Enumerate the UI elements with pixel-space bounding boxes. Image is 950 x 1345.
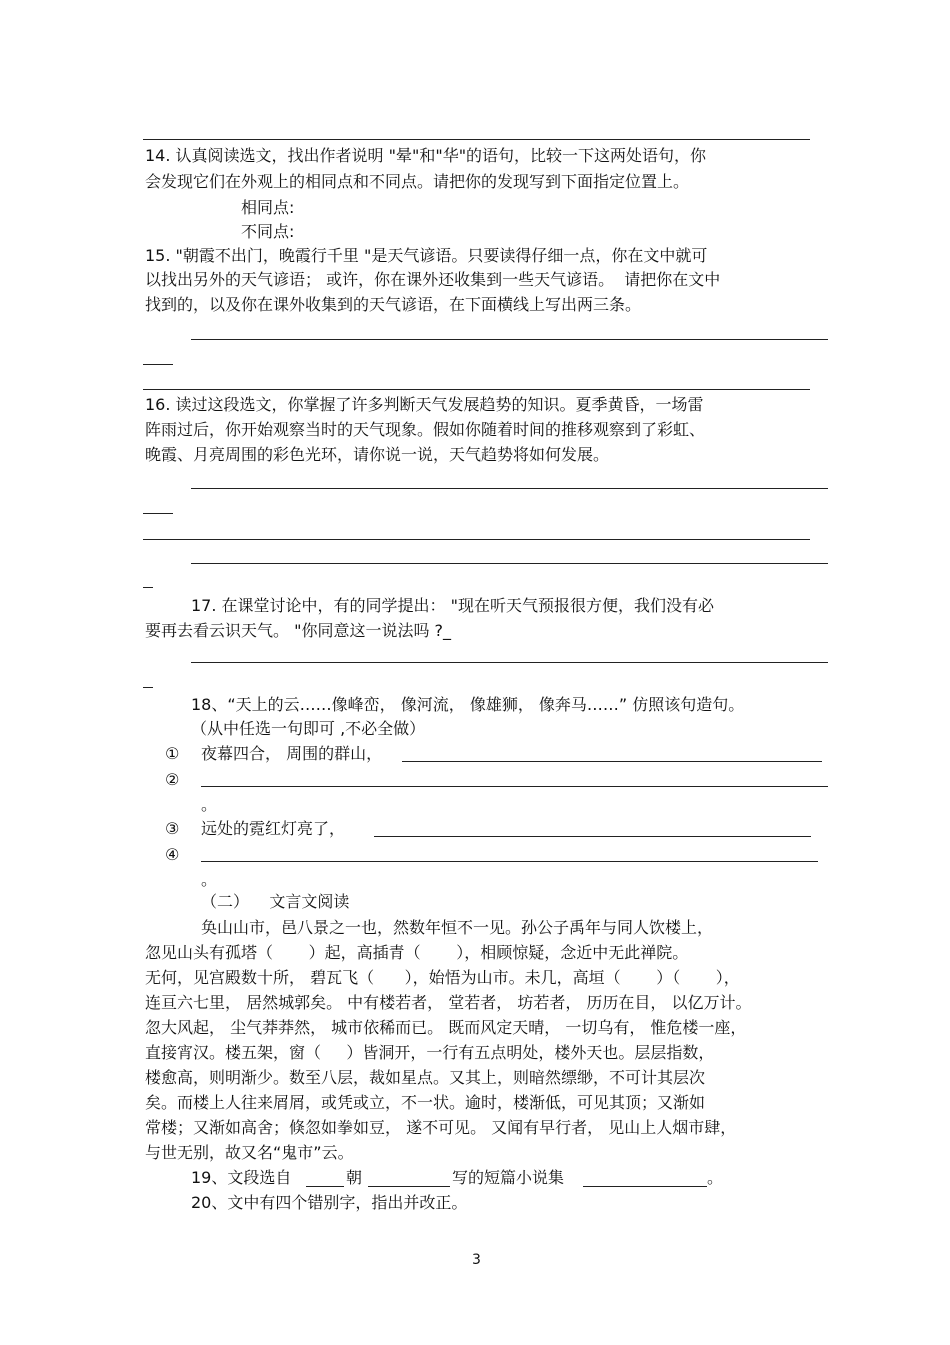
q19-part-c: 写的短篇小说集 bbox=[452, 1168, 565, 1187]
passage-line: 矣。而楼上人往来屑屑，或凭或立，不一状。逾时，楼渐低，可见其顶；又渐如 bbox=[145, 1093, 706, 1112]
q14-diff-label: 不同点: bbox=[241, 222, 295, 241]
answer-line bbox=[201, 786, 828, 787]
passage-line: 连亘六七里， 居然城郭矣。 中有楼若者， 堂若者， 坊若者， 历历在目， 以亿万计。 bbox=[145, 993, 752, 1012]
q15-line3: 找到的，以及你在课外收集到的天气谚语，在下面横线上写出两三条。 bbox=[145, 295, 642, 314]
q14-line1: 14. 认真阅读选文，找出作者说明 "晕"和"华"的语句，比较一下这两处语句，你 bbox=[145, 146, 707, 165]
q18-item-2-num: ② bbox=[165, 770, 180, 789]
q18-item-4-num: ④ bbox=[165, 845, 180, 864]
q16-line3: 晚霞、月亮周围的彩色光环，请你说一说，天气趋势将如何发展。 bbox=[145, 445, 610, 464]
passage-line: 常楼；又渐如高舍；倏忽如拳如豆， 遂不可见。 又闻有早行者， 见山上人烟市肆， bbox=[145, 1118, 737, 1137]
answer-line bbox=[143, 389, 810, 390]
q14-line2: 会发现它们在外观上的相同点和不同点。请把你的发现写到下面指定位置上。 bbox=[145, 172, 690, 191]
answer-line bbox=[191, 339, 828, 340]
passage-line: 楼愈高，则明渐少。数至八层，裁如星点。又其上，则暗然缥缈，不可计其层次 bbox=[145, 1068, 706, 1087]
answer-line bbox=[191, 563, 828, 564]
q18-item-3-num: ③ bbox=[165, 819, 180, 838]
page-number: 3 bbox=[472, 1252, 481, 1268]
q18-item-3-text: 远处的霓红灯亮了， bbox=[201, 819, 346, 838]
passage-line: 忽见山头有孤塔（ ）起，高插青（ ），相顾惊疑，念近中无此禅院。 bbox=[145, 943, 689, 962]
answer-line bbox=[143, 587, 153, 588]
section2-title: （二） 文言文阅读 bbox=[201, 892, 350, 911]
q20-text: 20、文中有四个错别字，指出并改正。 bbox=[191, 1193, 468, 1212]
passage-line: 奂山山市，邑八景之一也，然数年恒不一见。孙公子禹年与同人饮楼上， bbox=[201, 918, 714, 937]
q18-item-4-period: 。 bbox=[201, 870, 218, 889]
answer-line bbox=[191, 662, 828, 663]
answer-line bbox=[143, 364, 173, 365]
answer-line bbox=[143, 687, 153, 688]
q17-line2: 要再去看云识天气。 "你同意这一说法吗 ?_ bbox=[145, 621, 452, 640]
q18-item-1-num: ① bbox=[165, 744, 180, 763]
answer-line bbox=[191, 488, 828, 489]
q19-part-b: 朝 bbox=[346, 1168, 363, 1187]
answer-line bbox=[143, 139, 810, 140]
q14-same-label: 相同点: bbox=[241, 198, 295, 217]
answer-blank bbox=[368, 1186, 450, 1187]
q18-line2: （从中任选一句即可 ,不必全做） bbox=[191, 719, 426, 738]
passage-line: 与世无别，故又名“鬼市”云。 bbox=[145, 1143, 354, 1162]
q17-line1: 17. 在课堂讨论中，有的同学提出： "现在听天气预报很方便，我们没有必 bbox=[191, 596, 714, 615]
passage-line: 忽大风起， 尘气莽莽然， 城市依稀而已。 既而风定天晴， 一切乌有， 惟危楼一座， bbox=[145, 1018, 747, 1037]
q19-part-a: 19、文段选自 bbox=[191, 1168, 292, 1187]
q15-line2: 以找出另外的天气谚语； 或许，你在课外还收集到一些天气谚语。 请把你在文中 bbox=[145, 270, 721, 289]
answer-blank bbox=[306, 1186, 344, 1187]
q18-item-2-period: 。 bbox=[201, 795, 218, 814]
answer-line bbox=[143, 539, 810, 540]
answer-line bbox=[374, 836, 811, 837]
q15-line1: 15. "朝霞不出门，晚霞行千里 "是天气谚语。只要读得仔细一点，你在文中就可 bbox=[145, 246, 708, 265]
passage-line: 无何，见宫殿数十所， 碧瓦飞（ ），始悟为山市。未几，高垣（ ）（ ）， bbox=[145, 968, 740, 987]
q19-part-d: 。 bbox=[707, 1168, 724, 1187]
q16-line1: 16. 读过这段选文，你掌握了许多判断天气发展趋势的知识。夏季黄昏，一场雷 bbox=[145, 395, 704, 414]
answer-line bbox=[201, 861, 818, 862]
answer-line bbox=[402, 761, 822, 762]
q16-line2: 阵雨过后，你开始观察当时的天气现象。假如你随着时间的推移观察到了彩虹、 bbox=[145, 420, 706, 439]
answer-blank bbox=[583, 1186, 707, 1187]
q18-line1: 18、“天上的云……像峰峦， 像河流， 像雄狮， 像奔马……” 仿照该句造句。 bbox=[191, 695, 745, 714]
answer-line bbox=[143, 513, 173, 514]
q18-item-1-text: 夜幕四合， 周围的群山， bbox=[201, 744, 383, 763]
passage-line: 直接宵汉。楼五架，窗（ ）皆洞开，一行有五点明处，楼外天也。层层指数， bbox=[145, 1043, 715, 1062]
